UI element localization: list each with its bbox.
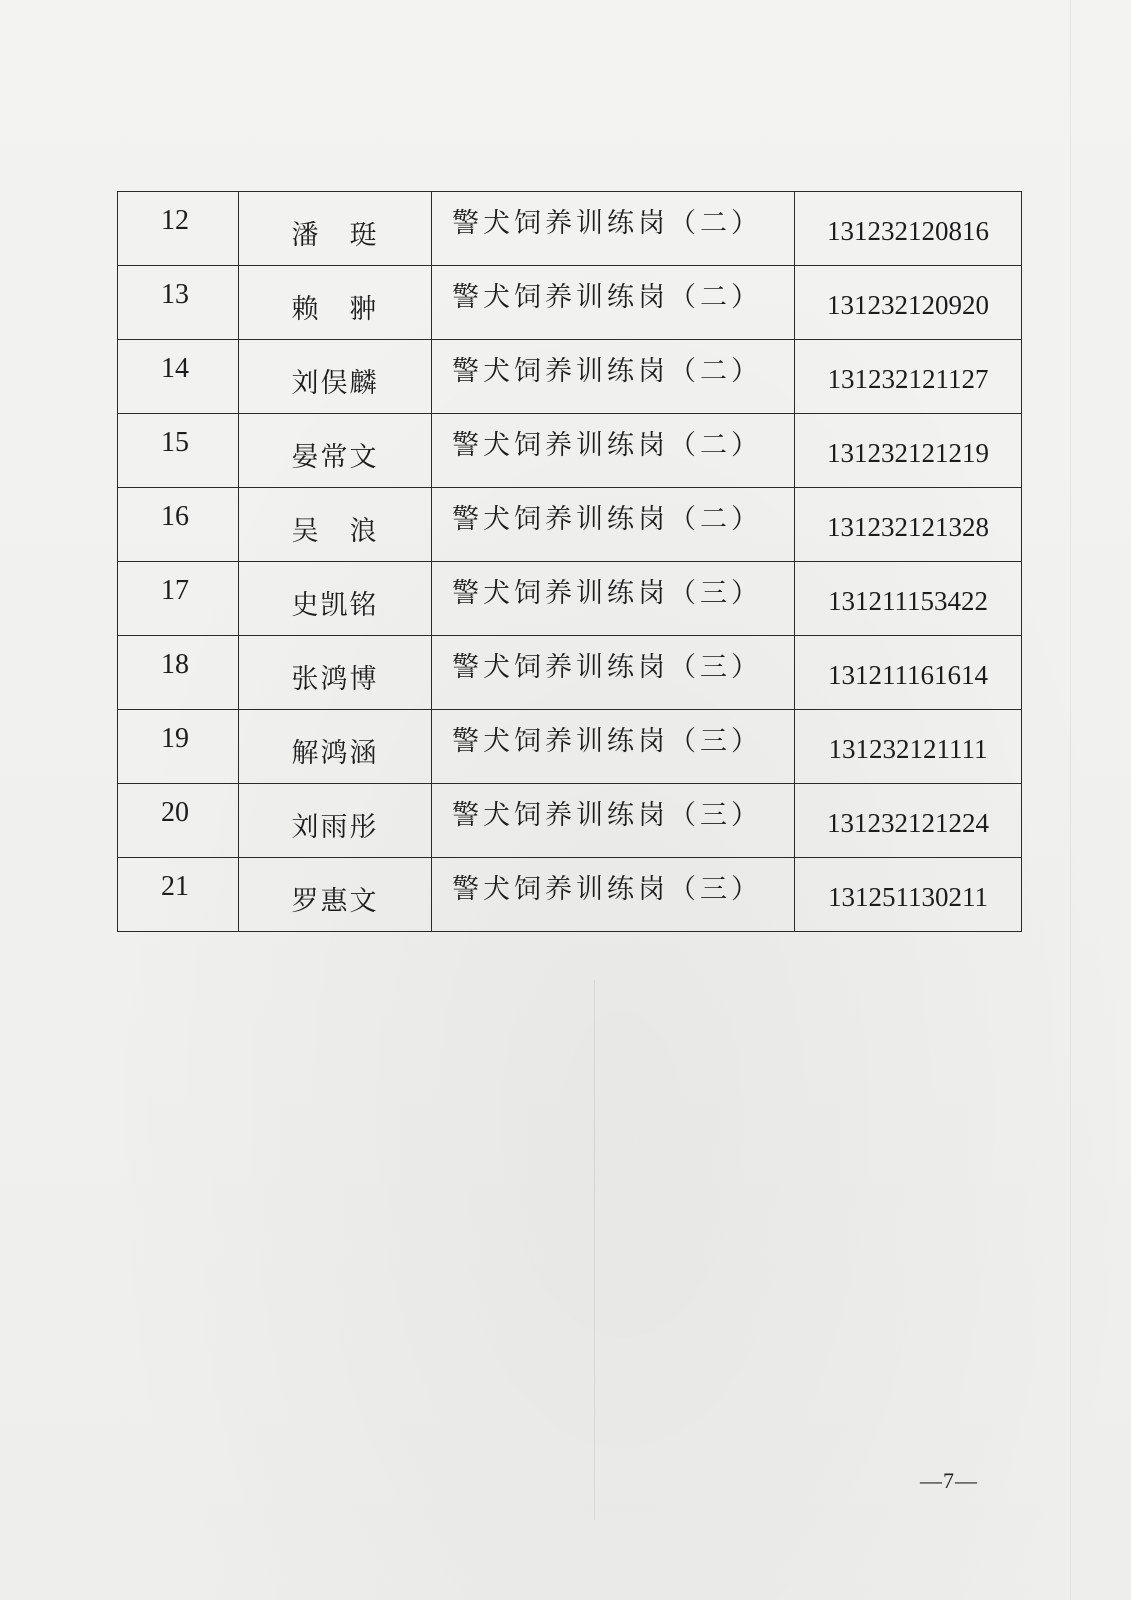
row-number-cell — [118, 710, 239, 784]
candidate-name-cell — [239, 562, 432, 636]
candidate-name: 吴 浪 — [291, 515, 379, 547]
position-name: 警犬饲养训练岗（三） — [452, 651, 762, 683]
position-name-cell — [432, 340, 795, 414]
row-number: 21 — [161, 871, 189, 902]
row-number-cell — [118, 636, 239, 710]
exam-ticket-number-cell — [795, 414, 1022, 488]
row-number-cell — [118, 340, 239, 414]
row-number-cell — [118, 562, 239, 636]
row-number-cell — [118, 414, 239, 488]
row-number: 12 — [161, 205, 189, 236]
position-name: 警犬饲养训练岗（三） — [452, 725, 762, 757]
table-row — [118, 414, 1022, 488]
row-number: 13 — [161, 279, 189, 310]
row-number: 15 — [161, 427, 189, 458]
table-row — [118, 784, 1022, 858]
table-row — [118, 488, 1022, 562]
position-name: 警犬饲养训练岗（三） — [452, 873, 762, 905]
exam-ticket-number: 131211161614 — [828, 659, 988, 690]
paper-edge-shadow — [1070, 0, 1071, 1600]
exam-ticket-number-cell — [795, 858, 1022, 932]
row-number-cell — [118, 858, 239, 932]
position-name-cell — [432, 636, 795, 710]
row-number: 20 — [161, 797, 189, 828]
table-row — [118, 858, 1022, 932]
roster-table — [117, 191, 1022, 932]
exam-ticket-number: 131232120920 — [827, 289, 989, 320]
candidate-name-cell — [239, 784, 432, 858]
candidate-name: 史凯铭 — [291, 589, 379, 621]
position-name: 警犬饲养训练岗（三） — [452, 577, 762, 609]
candidate-name-cell — [239, 710, 432, 784]
candidate-name-cell — [239, 340, 432, 414]
exam-ticket-number-cell — [795, 340, 1022, 414]
exam-ticket-number: 131232120816 — [827, 215, 989, 246]
position-name: 警犬饲养训练岗（二） — [452, 503, 762, 535]
row-number: 16 — [161, 501, 189, 532]
exam-ticket-number: 131232121111 — [828, 733, 988, 764]
row-number: 19 — [161, 723, 189, 754]
exam-ticket-number: 131232121219 — [827, 437, 989, 468]
candidate-name-cell — [239, 414, 432, 488]
candidate-name-cell — [239, 266, 432, 340]
exam-ticket-number-cell — [795, 784, 1022, 858]
candidate-name: 潘 珽 — [291, 219, 379, 251]
table-row — [118, 192, 1022, 266]
exam-ticket-number-cell — [795, 488, 1022, 562]
table-row — [118, 266, 1022, 340]
row-number: 17 — [161, 575, 189, 606]
candidate-name: 晏常文 — [291, 441, 379, 473]
candidate-name: 解鸿涵 — [291, 737, 379, 769]
table-row — [118, 562, 1022, 636]
row-number-cell — [118, 192, 239, 266]
exam-ticket-number-cell — [795, 192, 1022, 266]
exam-ticket-number: 131211153422 — [828, 585, 988, 616]
exam-ticket-number: 131232121127 — [827, 363, 989, 394]
exam-ticket-number-cell — [795, 266, 1022, 340]
position-name-cell — [432, 266, 795, 340]
row-number: 18 — [161, 649, 189, 680]
candidate-name: 赖 翀 — [291, 293, 379, 325]
candidate-name-cell — [239, 488, 432, 562]
exam-ticket-number-cell — [795, 636, 1022, 710]
position-name: 警犬饲养训练岗（三） — [452, 799, 762, 831]
exam-ticket-number-cell — [795, 562, 1022, 636]
table-row — [118, 710, 1022, 784]
exam-ticket-number: 131232121328 — [827, 511, 989, 542]
position-name: 警犬饲养训练岗（二） — [452, 355, 762, 387]
row-number: 14 — [161, 353, 189, 384]
candidate-name-cell — [239, 192, 432, 266]
position-name-cell — [432, 710, 795, 784]
candidate-name-cell — [239, 858, 432, 932]
candidate-name: 刘俣麟 — [291, 367, 379, 399]
table-row — [118, 340, 1022, 414]
page-number: —7— — [920, 1468, 978, 1493]
position-name-cell — [432, 488, 795, 562]
candidate-name-cell — [239, 636, 432, 710]
table-row — [118, 636, 1022, 710]
exam-ticket-number: 131232121224 — [827, 807, 989, 838]
position-name: 警犬饲养训练岗（二） — [452, 207, 762, 239]
position-name-cell — [432, 784, 795, 858]
position-name-cell — [432, 858, 795, 932]
candidate-name: 刘雨彤 — [291, 811, 379, 843]
position-name-cell — [432, 192, 795, 266]
exam-ticket-number-cell — [795, 710, 1022, 784]
candidate-name: 张鸿博 — [291, 663, 379, 695]
row-number-cell — [118, 266, 239, 340]
candidate-name: 罗惠文 — [291, 885, 379, 917]
row-number-cell — [118, 488, 239, 562]
position-name: 警犬饲养训练岗（二） — [452, 429, 762, 461]
position-name-cell — [432, 562, 795, 636]
paper-fold-crease — [594, 980, 595, 1520]
position-name-cell — [432, 414, 795, 488]
position-name: 警犬饲养训练岗（二） — [452, 281, 762, 313]
row-number-cell — [118, 784, 239, 858]
exam-ticket-number: 131251130211 — [828, 881, 988, 912]
roster-table-body — [118, 192, 1022, 932]
